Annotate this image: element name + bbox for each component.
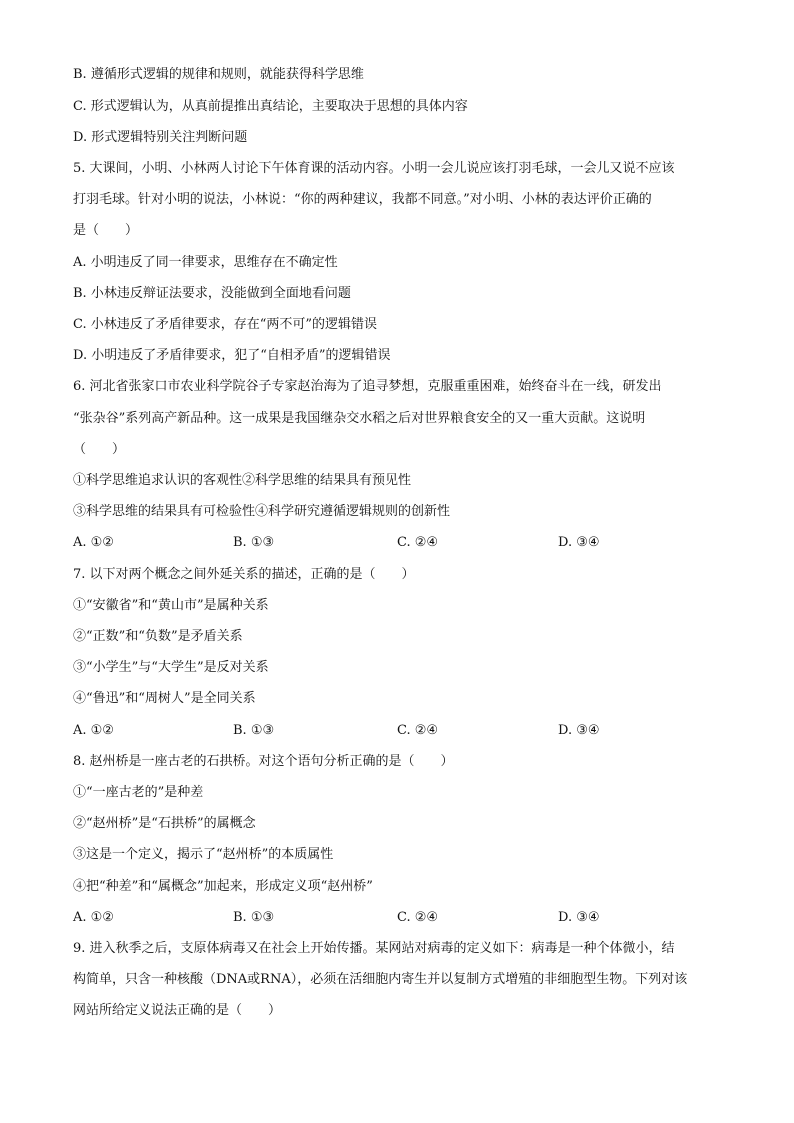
- q9-stem-line-3: 网站所给定义说法正确的是（ ）: [73, 1003, 282, 1018]
- q8-item-2: ②“赵州桥”是“石拱桥”的属概念: [73, 816, 256, 831]
- q7-item-1: ①“安徽省”和“黄山市”是属种关系: [73, 598, 269, 613]
- q9-stem-line-1: 9. 进入秋季之后，支原体病毒又在社会上开始传播。某网站对病毒的定义如下：病毒是一种个体微小，结: [73, 941, 675, 956]
- q6-option-b: B. ①③: [233, 535, 275, 550]
- q6-stem-line-1: 6. 河北省张家口市农业科学院谷子专家赵治海为了追寻梦想，克服重重困难，始终奋斗在一线，研发出: [73, 379, 662, 394]
- q4-option-d: D. 形式逻辑特别关注判断问题: [73, 130, 248, 145]
- q8-option-c: C. ②④: [397, 910, 439, 925]
- q4-option-c: C. 形式逻辑认为，从真前提推出真结论，主要取决于思想的具体内容: [73, 99, 468, 114]
- q8-option-b: B. ①③: [233, 910, 275, 925]
- q7-item-4: ④“鲁迅”和“周树人”是全同关系: [73, 691, 256, 706]
- q6-stem-line-3: （ ）: [73, 442, 126, 457]
- q8-option-a: A. ①②: [73, 910, 114, 925]
- q5-option-a: A. 小明违反了同一律要求，思维存在不确定性: [73, 255, 338, 270]
- q8-option-d: D. ③④: [558, 910, 600, 925]
- q6-stem-line-2: “张杂谷”系列高产新品种。这一成果是我国继杂交水稻之后对世界粮食安全的又一重大贡献。这说明: [73, 411, 646, 426]
- q5-option-b: B. 小林违反辩证法要求，没能做到全面地看问题: [73, 286, 351, 301]
- q7-option-c: C. ②④: [397, 723, 439, 738]
- q8-item-4: ④把“种差”和“属概念”加起来，形成定义项“赵州桥”: [73, 879, 373, 894]
- q6-option-c: C. ②④: [397, 535, 439, 550]
- q7-option-d: D. ③④: [558, 723, 600, 738]
- q7-option-b: B. ①③: [233, 723, 275, 738]
- q7-stem: 7. 以下对两个概念之间外延关系的描述，正确的是（ ）: [73, 567, 415, 582]
- q7-option-a: A. ①②: [73, 723, 114, 738]
- q4-option-b: B. 遵循形式逻辑的规律和规则，就能获得科学思维: [73, 67, 364, 82]
- q6-item-line-1: ①科学思维追求认识的客观性②科学思维的结果具有预见性: [73, 473, 412, 488]
- q6-option-a: A. ①②: [73, 535, 114, 550]
- q8-stem: 8. 赵州桥是一座古老的石拱桥。对这个语句分析正确的是（ ）: [73, 754, 454, 769]
- q7-item-3: ③“小学生”与“大学生”是反对关系: [73, 660, 269, 675]
- q9-stem-line-2: 构简单，只含一种核酸（DNA或RNA），必须在活细胞内寄生并以复制方式增殖的非细胞型生物。下列对该: [73, 972, 688, 987]
- q5-stem-line-2: 打羽毛球。针对小明的说法，小林说：“你的两种建议，我都不同意。”对小明、小林的表达评价正确的: [73, 192, 652, 207]
- q5-stem-line-3: 是（ ）: [73, 223, 139, 238]
- q7-item-2: ②“正数”和“负数”是矛盾关系: [73, 629, 243, 644]
- q5-option-c: C. 小林违反了矛盾律要求，存在“两不可”的逻辑错误: [73, 317, 378, 332]
- q6-item-line-2: ③科学思维的结果具有可检验性④科学研究遵循逻辑规则的创新性: [73, 504, 451, 519]
- q6-option-d: D. ③④: [558, 535, 600, 550]
- q8-item-1: ①“一座古老的”是种差: [73, 785, 204, 800]
- q5-option-d: D. 小明违反了矛盾律要求，犯了“自相矛盾”的逻辑错误: [73, 348, 391, 363]
- q8-item-3: ③这是一个定义，揭示了“赵州桥”的本质属性: [73, 847, 334, 862]
- q5-stem-line-1: 5. 大课间，小明、小林两人讨论下午体育课的活动内容。小明一会儿说应该打羽毛球，一会儿又说不应该: [73, 161, 675, 176]
